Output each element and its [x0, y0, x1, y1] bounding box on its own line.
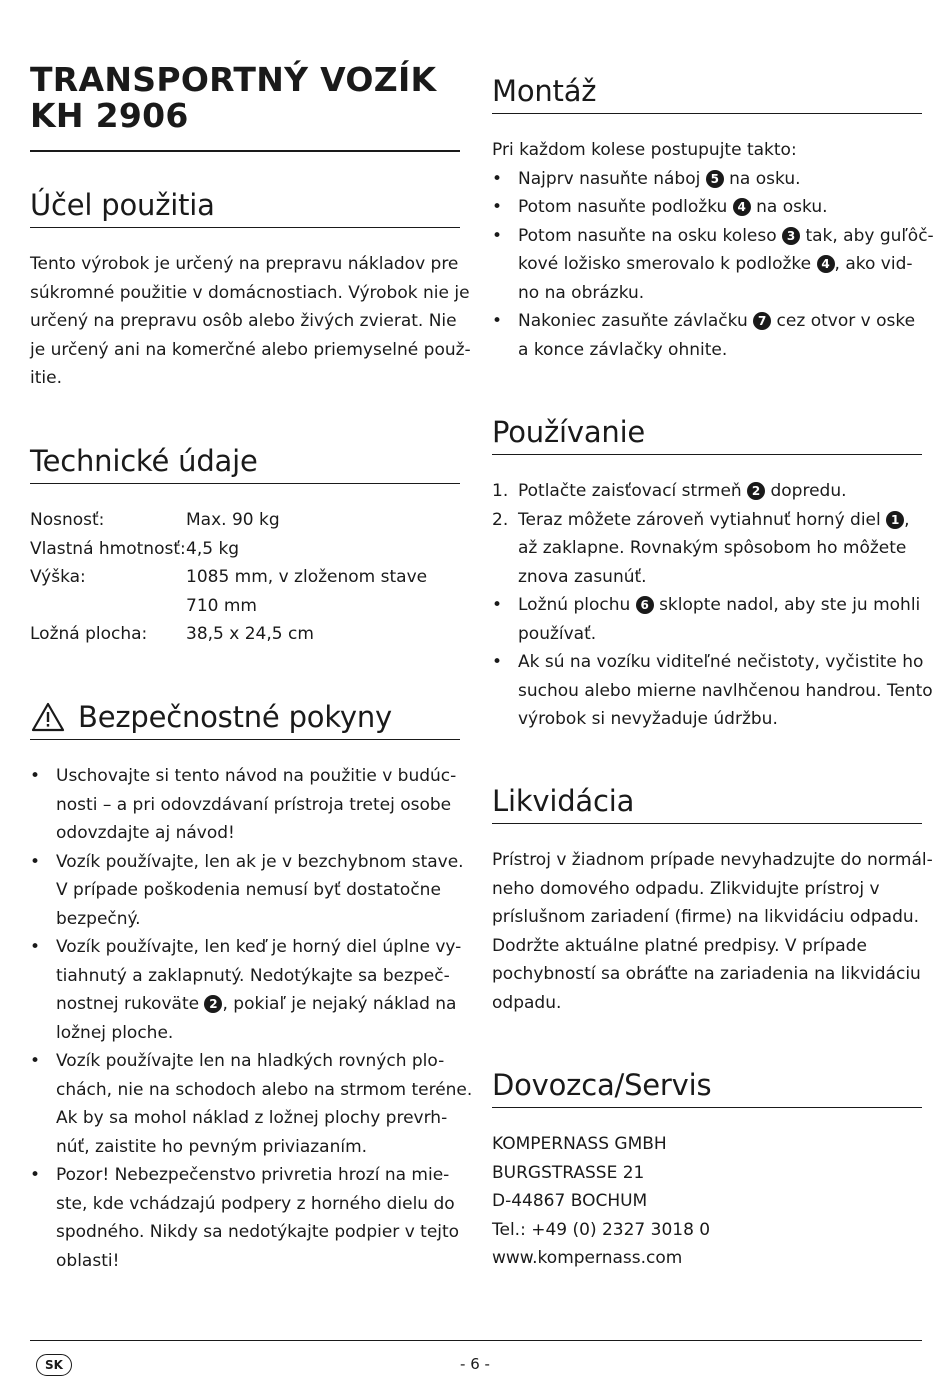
purpose-heading: Účel použitia	[30, 187, 460, 228]
callout-number: 6	[636, 596, 654, 614]
usage-heading: Používanie	[492, 414, 922, 455]
language-badge: SK	[36, 1354, 72, 1376]
warning-triangle-icon	[30, 701, 66, 733]
assembly-section	[492, 73, 934, 364]
callout-number: 2	[747, 482, 765, 500]
importer-section	[492, 1067, 922, 1273]
usage-list	[492, 591, 933, 734]
table-row: Vlastná hmotnosť: 4,5 kg	[30, 538, 240, 559]
list-item: • Pozor! Nebezpečenstvo privretia hrozí na mie- ste, kde vchádzajú podpery z horného dielu do spodného. Nikdy sa nedotýkajte podpier v tejto oblasti!	[30, 1165, 460, 1271]
table-row: Ložná plocha: 38,5 x 24,5 cm	[30, 624, 314, 644]
safety-list	[30, 762, 473, 1275]
callout-number: 7	[753, 312, 771, 330]
safety-section	[30, 699, 473, 1275]
callout-number: 4	[733, 198, 751, 216]
disposal-section	[492, 783, 933, 1017]
assembly-text: Pri každom kolese postupujte takto: • Najprv nasuňte náboj 5 na osku. • Potom nasuňte podložku 4 na osku. • Potom nasuňte na osku koleso 3 tak, aby guľôč- kové ložisko smerovalo k podložke 4 , ako vid- no na obrázku. • Nakoniec zasuňte závlačku 7 cez otvor v oske a konce závlačky ohnite.	[492, 136, 922, 364]
purpose-section	[30, 187, 471, 393]
disposal-heading: Likvidácia	[492, 783, 922, 824]
callout-number: 5	[706, 170, 724, 188]
list-item: • Vozík používajte, len ak je v bezchybnom stave. V prípade poškodenia nemusí byť dostatočne bezpečný.	[30, 851, 464, 929]
page-number: - 6 -	[460, 1355, 490, 1373]
list-item: • Potom nasuňte na osku koleso 3 tak, aby guľôč- kové ložisko smerovalo k podložke 4 , ako vid- no na obrázku.	[492, 225, 934, 303]
callout-number: 4	[817, 255, 835, 273]
list-item: 2. Teraz môžete zároveň vytiahnuť horný diel 1 , až zaklapne. Rovnakým spôsobom ho môžete znova zasunúť.	[492, 509, 910, 587]
callout-number: 1	[886, 511, 904, 529]
list-item: • Potom nasuňte podložku 4 na osku.	[492, 197, 828, 217]
table-row: 710 mm	[186, 595, 257, 616]
assembly-list	[492, 165, 934, 365]
safety-heading: Bezpečnostné pokyny	[30, 699, 460, 740]
table-row: Výška: 1085 mm, v zloženom stave	[30, 567, 428, 587]
disposal-text: Prístroj v žiadnom prípade nevyhadzujte do normál- neho domového odpadu. Zlikvidujte prístroj v príslušnom zariadení (firme) na likvidáciu odpadu. Dodržte aktuálne platné predpisy. V prípade pochybností sa obráťte na zariadenia na likvidáciu odpadu.	[492, 850, 933, 1013]
table-row: Nosnosť: Max. 90 kg	[30, 510, 280, 530]
importer-address: KOMPERNASS GMBH BURGSTRASSE 21 D-44867 BOCHUM Tel.: +49 (0) 2327 3018 0 www.kompernass.com	[492, 1134, 711, 1268]
callout-number: 2	[204, 995, 222, 1013]
callout-number: 3	[782, 227, 800, 245]
tech-section	[30, 443, 460, 649]
usage-steps	[492, 477, 922, 591]
list-item: 1. Potlačte zaisťovací strmeň 2 dopredu.	[492, 481, 847, 501]
footer-divider	[30, 1340, 922, 1341]
tech-heading: Technické údaje	[30, 443, 460, 484]
page-title: TRANSPORTNÝ VOZÍK KH 2906	[30, 60, 437, 135]
list-item: • Vozík používajte len na hladkých rovných plo- chách, nie na schodoch alebo na strmom teréne. Ak by sa mohol náklad z ložnej plochy prevrh- núť, zaistite ho pevným priviazaním.	[30, 1051, 473, 1157]
usage-section	[492, 414, 933, 734]
importer-heading: Dovozca/Servis	[492, 1067, 922, 1108]
list-item: • Nakoniec zasuňte závlačku 7 cez otvor v oske a konce závlačky ohnite.	[492, 311, 916, 360]
list-item: • Najprv nasuňte náboj 5 na osku.	[492, 168, 801, 189]
title-divider	[30, 150, 460, 152]
list-item: • Ak sú na vozíku viditeľné nečistoty, vyčistite ho suchou alebo mierne navlhčenou handrou. Tento výrobok si nevyžaduje údržbu.	[492, 652, 933, 729]
list-item: • Uschovajte si tento návod na použitie v budúc- nosti – a pri odovzdávaní prístroja tretej osobe odovzdajte aj návod!	[30, 766, 457, 843]
assembly-heading: Montáž	[492, 73, 922, 114]
usage-text	[492, 477, 933, 734]
tech-table	[30, 506, 427, 649]
purpose-text: Tento výrobok je určený na prepravu nákladov pre súkromné použitie v domácnostiach. Výrobok nie je určený na prepravu osôb alebo živých zvierat. Nie je určený ani na komerčné alebo priemyselné použ- itie.	[30, 254, 471, 388]
list-item: • Vozík používajte, len keď je horný diel úplne vy- tiahnutý a zaklapnutý. Nedotýkajte sa bezpeč- nostnej rukoväte 2 , pokiaľ je nejaký náklad na ložnej ploche.	[30, 937, 462, 1043]
list-item: • Ložnú plochu 6 sklopte nadol, aby ste ju mohli používať.	[492, 595, 921, 644]
